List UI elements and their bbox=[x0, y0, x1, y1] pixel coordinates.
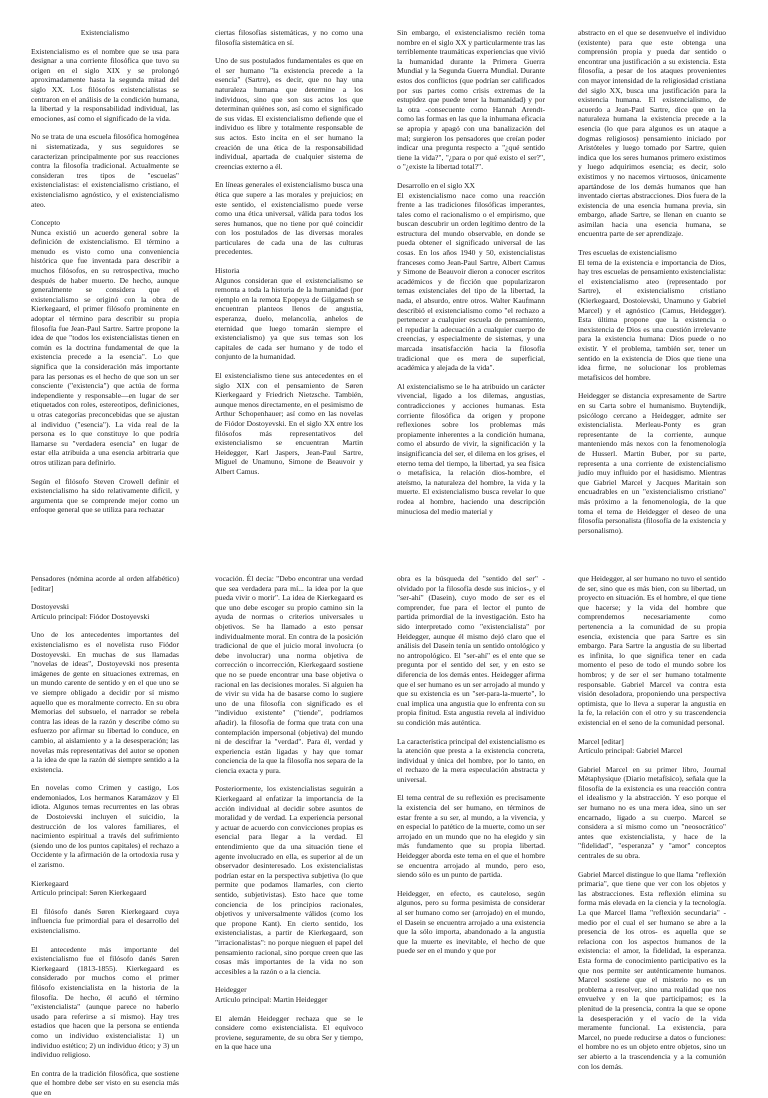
text-block bbox=[578, 248, 726, 382]
paragraph: Según el filósofo Steven Crowell definir el existencialismo ha sido relativamente difícil, y argumenta que se comprende mejor como un enfoque general que se utiliza para rechazar bbox=[31, 476, 179, 515]
section-heading: Desarrollo en el siglo XX bbox=[397, 180, 476, 190]
text-block bbox=[31, 47, 179, 124]
section-heading: Tres escuelas de existencialismo bbox=[578, 248, 677, 258]
paragraph: El antecedente más importante del existencialismo fue el filósofo danés Søren Kierkegaard (1813-1855). Kierkegaard es considerado por muchos como el primer filósofo existencialista en la historia de la filosofía. De hecho, él acuñó el término "existencialista" (aunque parece no haberlo usado para referirse a sí mismo). Hay tres estadios que hacen que la persona se entienda como un individuo existencialista: 1) un individuo estético; 2) un individuo ético; y 3) un individuo religioso. bbox=[31, 944, 179, 1060]
section-heading: Concepto bbox=[31, 218, 61, 228]
section-heading: Heidegger bbox=[215, 985, 247, 995]
text-block bbox=[397, 793, 545, 879]
paragraph: obra es la búsqueda del "sentido del ser" - olvidado por la filosofía desde sus inicios-, y el "ser-ahí" (Dasein), cuyo modo de ser es el comprender, fue para el lector el punto de partida primordial de la investigación. Esto ha sido interpretado como "existencialista" por Heidegger, aunque él mismo dejó claro que el análisis del Dasein tenía un sentido ontológico y no antropológico. El "ser-ahí" es el ente que se pregunta por el sentido del ser, y en esto se diferencia de los demás entes. Heidegger afirma que el ser humano es un ser arrojado al mundo y que su existencia es un "ser-para-la-muerte", lo cual implica una angustia que lo enfrenta con su propia finitud. Esta angustia revela al individuo su condición más auténtica. bbox=[397, 574, 545, 727]
text-block bbox=[31, 218, 179, 467]
text-block bbox=[397, 737, 545, 785]
column-2-top bbox=[215, 28, 363, 570]
paragraph: El existencialismo tiene sus antecedentes en el siglo XIX con el pensamiento de Søren Kierkegaard y Friedrich Nietzsche. También, aunque menos directamente, en el pesimismo de Arthur Schopenhauer; así como en las novelas de Fiódor Dostoyevski. En el siglo XX entre los filósofos más representativos del existencialismo se encuentran Martin Heidegger, Karl Jaspers, Jean-Paul Sartre, Miguel de Unamuno, Simone de Beauvoir y Albert Camus. bbox=[215, 371, 363, 476]
paragraph: El tema de la existencia e importancia de Dios, hay tres escuelas de pensamiento existencialista: el existencialismo ateo (representado por Sartre), el existencialismo cristiano (Kierkegaard, Dostoievski, Unamuno y Gabriel Marcel) y el agnóstico (Camus, Heidegger). Esta última propone que la existencia o inexistencia de Dios es una cuestión irrelevante para la existencia humana: Dios puede o no existir. Y el problema, también ser, tener un sentido en la existencia de Dios que tiene una idea firme, ne solucionar los problemas metafísicos del hombre. bbox=[578, 257, 726, 382]
text-block bbox=[31, 1069, 179, 1098]
paragraph: Nunca existió un acuerdo general sobre la definición de existencialismo. El término a menudo es visto como una conveniencia histórica que fue inventada para describir a muchos filósofos, en su retrospectiva, mucho después de haber muerto. De hecho, aunque generalmente se considera que el existencialismo se originó con la obra de Kierkegaard, el primer filósofo prominente en adoptar el término para describir su propia filosofía fue Jean-Paul Sartre. Sartre propone la idea de que "todos los existencialistas tienen en común es la doctrina fundamental de que la existencia precede a la esencia". Lo que significa que la consideración más importante para las personas es el hecho de que son un ser consciente ("existencia") que actúa de forma independiente y responsable—en lugar de ser etiquetados con roles, estereotipos, definiciones, u otras categorías preconcebidas que se ajustan al individuo ("esencia"). La vida real de la persona es lo que constituye lo que podría llamarse su "verdadera esencia" en lugar de estar ella atribuida a una esencia arbitraria que otros utilizan para definirlo. bbox=[31, 227, 179, 467]
paragraph: Al existencialismo se le ha atribuido un carácter vivencial, ligado a los dilemas, angustias, contradicciones y acciones humanas. Esta corriente filosófica da origen y propone reflexiones sobre los problemas más propiamente inherentes a la condición humana, como el absurdo de vivir, la significación y la insignificancia del ser, el dilema en los grises, el eterno tema del tiempo, la libertad, ya sea física o metafísica, la relación dios-hombre, el ateísmo, la naturaleza del hombre, la vida y la muerte. El existencialismo busca revelar lo que rodea al hombre, haciendo una descripción minuciosa del medio material y bbox=[397, 381, 545, 516]
column-4-top bbox=[578, 28, 726, 570]
paragraph: En líneas generales el existencialismo busca una ética que supere a las morales y prejuicios; en este sentido, el existencialismo puede verse como una ética universal, válida para todos los seres humanos, que no tiene por qué coincidir con los postulados de las diversas morales particulares de cada una de las culturas precedentes. bbox=[215, 180, 363, 257]
paragraph: No se trata de una escuela filosófica homogénea ni sistematizada, y sus seguidores se caracterizan principalmente por sus reacciones contra la filosofía tradicional. Actualmente se consideran tres tipos de "escuelas" existencialistas: el existencialismo cristiano, el existencialismo agnóstico, y el existencialismo ateo. bbox=[31, 132, 179, 209]
paragraph: Artículo principal: Martin Heidegger bbox=[215, 994, 328, 1004]
section-heading: Marcel [editar] bbox=[578, 736, 624, 746]
paragraph: ciertas filosofías sistemáticas, y no como una filosofía sistemática en sí. bbox=[215, 28, 363, 47]
paragraph: Posteriormente, los existencialistas seguirán a Kierkegaard al enfatizar la importancia de la acción individual al decidir sobre asuntos de moralidad y de verdad. La experiencia personal y actuar de acuerdo con convicciones propias es esencial para llegar a la verdad. El entendimiento que da una situación tiene el agente involucrado en ella, es superior al de un observador desinteresado. Los existencialistas podrían estar en la perspectiva subjetiva (lo que permite que podamos llamarles, con cierto sentido, subjetivistas). Esto hace que tome conciencia de los principios racionales, objetivos y universalmente válidos (como los que propone Kant). En cierto sentido, los existencialistas, a partir de Kierkegaard, son "irracionalistas": no porque nieguen el papel del pensamiento racional, sino porque creen que las cosas más importantes de la vida no son accesibles a la razón o a la ciencia. bbox=[215, 784, 363, 976]
text-block bbox=[31, 783, 179, 869]
column-3-top bbox=[397, 28, 545, 570]
text-block bbox=[397, 574, 545, 728]
text-block bbox=[31, 879, 179, 898]
text-block bbox=[31, 477, 179, 515]
column-3-bottom bbox=[397, 574, 545, 1022]
text-block bbox=[215, 1014, 363, 1052]
text-block bbox=[397, 382, 545, 516]
section-heading: Existencialismo bbox=[80, 28, 130, 37]
text-block bbox=[578, 28, 726, 239]
section-heading: Dostoyevski bbox=[31, 602, 69, 612]
paragraph: vocación. Él decía: "Debo encontrar una verdad que sea verdadera para mí... la idea por la que pueda vivir o morir". La idea de Kierkegaard es que uno debe escoger su propio camino sin la ayuda de normas o criterios universales u objetivos. Se ha llamado a esto pensar individualmente moral. En contra de la posición tradicional de que el juicio moral involucra (o debe involucrar) una norma objetiva de corrección o incorrección, Kierkegaard sostiene que no se puede encontrar una base objetiva o racional en las decisiones morales. Si alguien ha de vivir su vida ha de basarse como lo sugiere uno de una filosofía con significado es el "individuo existente" ("tiende", podríamos añadir). la filosofía de forma que trata con una contemplación impersonal (objetiva) del mundo ni de descifrar la "verdad". Para él, verdad y experiencia están ligadas y hay que tomar conciencia de la que la filosofía nos separa de la ciencia exacta y pura. bbox=[215, 574, 363, 775]
text-block bbox=[578, 765, 726, 861]
text-block bbox=[215, 266, 363, 362]
section-heading: Historia bbox=[215, 266, 240, 276]
paragraph: Gabriel Marcel en su primer libro, Journal Métaphysique (Diario metafísico), señala que la filosofía de la existencia es una reacción contra el idealismo y la abstracción. Y eso porque el ser humano no es una mera idea, sino un ser encarnado, ligado a su cuerpo. Marcel se considera a sí mismo como un "neosocrático" antes que existencialista, y hace de la "fidelidad", "esperanza" y "amor" conceptos centrales de su obra. bbox=[578, 764, 726, 861]
paragraph: En contra de la tradición filosófica, que sostiene que el hombre debe ser visto en su esencia más que en bbox=[31, 1068, 179, 1097]
text-block bbox=[31, 907, 179, 936]
paragraph: En novelas como Crimen y castigo, Los endemoniados, Los hermanos Karamázov y El idiota. Algunos temas recurrentes en las obras de Dostoievski incluyen el suicidio, la destrucción de los valores familiares, el nacimiento espiritual a través del sufrimiento (siendo uno de los puntos capitales) el rechazo a Occidente y la afirmación de la ortodoxia rusa y el zarismo. bbox=[31, 783, 179, 870]
column-4-bottom bbox=[578, 574, 726, 1071]
text-block bbox=[31, 28, 179, 38]
text-block bbox=[397, 28, 545, 172]
paragraph: Gabriel Marcel distingue lo que llama "reflexión primaria", que tiene que ver con los objetos y las abstracciones. Esta reflexión elimina su forma más elevada en la ciencia y la tecnología. La que Marcel llama "reflexión secundaria" -medio por el cual el ser humano se abre a la presencia de los otros- es aquella que se relaciona con los aspectos humanos de la existencia: el amor, la fidelidad, la esperanza. Esta forma de conocimiento participativo es la que nos permite ser auténticamente humanos. Marcel sostiene que el misterio no es un problema a resolver, sino una realidad que nos envuelve y en la que participamos; es la plenitud de la presencia, contra la que se opone la desesperación y el vacío de la vida meramente funcional. La existencia, para Marcel, no puede reducirse a datos o funciones: el hombre no es un objeto entre objetos, sino un ser abierto a la trascendencia y a la comunión con los demás. bbox=[578, 869, 726, 1071]
text-block bbox=[215, 985, 363, 1004]
text-block bbox=[31, 602, 179, 621]
text-block bbox=[578, 870, 726, 1071]
text-block bbox=[31, 945, 179, 1060]
paragraph: El alemán Heidegger rechaza que se le considere como existencialista. El equívoco proviene, seguramente, de su obra Ser y tiempo, en la que hace una bbox=[215, 1013, 363, 1052]
text-block bbox=[578, 574, 726, 728]
paragraph: Sin embargo, el existencialismo recién toma nombre en el siglo XX y particularmente tras las terriblemente traumáticas experiencias que vivió la humanidad durante la Primera Guerra Mundial y la Segunda Guerra Mundial. Durante estos dos conflictos (que podrían ser calificados por sus partes como crisis extremas de la estupidez que puede tener la humanidad) y por la otra -consecuente como Hannah Arendt- como las formas en las que la inhumana eficacia se apropia y apagó con una banalización del mal; surgieron los pensadores que creían poder indicar una pregunta respecto a "¿qué sentido tiene la vida?", "¿para o por qué existo el ser?", o "¿existe la libertad total?". bbox=[397, 28, 545, 172]
text-block bbox=[578, 391, 726, 535]
paragraph: abstracto en el que se desenvuelve el individuo (existente) para que este obtenga una comprensión propia y pueda dar sentido o encontrar una justificación a su existencia. Esta filosofía, a pesar de los ataques provenientes con mayor intensidad de la religiosidad cristiana del siglo XX, busca una justificación para la existencia humana. El existencialismo, de acuerdo a Jean-Paul Sartre, dice que en la naturaleza humana la existencia precede a la esencia (lo que para algunos es un ataque a dogmas religiosos) pensamiento iniciado por Aristóteles y luego tomado por Sartre, quien indica que los seres humanos primero existimos y luego adquirimos esencia; es decir, solo existimos y no nacemos virtuosos, únicamente apartándose de los demás humanos que han inventado ciertas abstracciones. Dios fuera de la existencia de una esencia humana previa, sin embargo, añade Sartre, se llenan en cuanto se asimilan hacia una esencia humana, se encuentra parte de ser aprendizaje. bbox=[578, 28, 726, 239]
paragraph: Artículo principal: Søren Kierkegaard bbox=[31, 888, 147, 898]
text-block bbox=[31, 574, 179, 593]
paragraph: El filósofo danés Søren Kierkegaard cuya influencia fue primordial para el desarrollo del existencialismo. bbox=[31, 906, 179, 935]
column-1-bottom bbox=[31, 574, 179, 1097]
text-block bbox=[31, 630, 179, 774]
paragraph: El existencialismo nace como una reacción frente a las tradiciones filosóficas imperantes, tales como el racionalismo o el empirismo, que buscan descubrir un orden legítimo dentro de la estructura del mundo observable, en donde se pueda obtener el significado universal de las cosas. En los años 1940 y 50, existencialistas franceses como Jean-Paul Sartre, Albert Camus y Simone de Beauvoir dieron a conocer escritos académicos y de ficción que popularizaron temas existenciales del tipo de la libertad, la nada, el absurdo, entre otros. Walter Kaufmann describió el existencialismo como "el rechazo a pertenecer a cualquier escuela de pensamiento, el repudiar la adecuación a cualquier cuerpo de creencias, y especialmente de sistemas, y una marcada insatisfacción hacia la filosofía tradicional que es mera de superficial, académica y alejada de la vida". bbox=[397, 190, 545, 373]
paragraph: Uno de sus postulados fundamentales es que en el ser humano "la existencia precede a la esencia" (Sartre), es decir, que no hay una naturaleza humana que determine a los individuos, sino que son sus actos los que determinan quiénes son, así como el significado de sus vidas. El existencialismo defiende que el individuo es libre y totalmente responsable de sus actos. Esto incita en el ser humano la creación de una ética de la responsabilidad individual, apartada de cualquier sistema de creencias externo a él. bbox=[215, 56, 363, 171]
paragraph: Existencialismo es el nombre que se usa para designar a una corriente filosófica que tuvo su origen en el siglo XIX y se prolongó aproximadamente hasta la segunda mitad del siglo XX. Los filósofos existencialistas se centraron en el análisis de la condición humana, la libertad y la responsabilidad individual, las emociones, así como el significado de la vida. bbox=[31, 46, 179, 123]
paragraph: que Heidegger, al ser humano no tuvo el sentido de ser, sino que es más bien, con su libertad, un proyecto en situación. Es el hombre, el que tiene que hacerse; y la vida del hombre que comprendemos necesariamente como pertenencia a la comunidad de su propia esencia, existencia que para Sartre es sin embargo. Para Sartre la angustia de su libertad es infinita, lo que significa tener en cada momento el peso de todo el mundo sobre los hombros; y de ser el ser humano totalmente responsable. Gabriel Marcel va contra esta visión desoladora, proponiendo una perspectiva optimista, que lo lleva a superar la angustia en la fe, la relación con el otro y su trascendencia existencial en el seno de la comunidad personal. bbox=[578, 574, 726, 727]
text-block bbox=[215, 56, 363, 171]
paragraph: Algunos consideran que el existencialismo se remonta a toda la historia de la humanidad (por ejemplo en la remota Epopeya de Gilgamesh se encuentran planteos llenos de angustia, esperanza, duelo, melancolía, anhelos de eternidad que luego tomarán siempre el existencialismo) ya que sus temas son los capitales de cada ser humano y de todo el conjunto de la humanidad. bbox=[215, 275, 363, 362]
section-heading: Kierkegaard bbox=[31, 878, 69, 888]
paragraph: Uno de los antecedentes importantes del existencialismo es el novelista ruso Fiódor Dostoyevski. En muchas de sus llamadas "novelas de ideas", Dostoyevski nos presenta imágenes de gente en situaciones extremas, en un mundo carente de sentido y en el que uno se ve siempre obligado a decidir por sí mismo aquello que es moralmente correcto. En su obra Memorias del subsuelo, el narrador se rebela contra las ideas de la razón y describe cómo su esfuerzo por afirmar su libertad lo conduce, en cambio, al aislamiento y a la desesperación; las novelas más representativas del autor se oponen a la idea de que la razón dé siempre sentido a la existencia. bbox=[31, 630, 179, 774]
column-2-bottom bbox=[215, 574, 363, 1052]
paragraph: Heidegger, en efecto, es cauteloso, según algunos, pero su forma pesimista de considerar al ser humano como ser (arrojado) en el mundo, el Dasein se encuentra arrojado a una existencia que la sólo importa, abandonado a la angustia que la muerte es inevitable, el hecho de que puede ser en el mundo y que por bbox=[397, 888, 545, 956]
section-heading: Pensadores (nómina acorde al orden alfabético) [editar] bbox=[31, 574, 179, 593]
text-block bbox=[215, 574, 363, 775]
text-block bbox=[215, 784, 363, 976]
column-1-top bbox=[31, 28, 179, 570]
paragraph: La característica principal del existencialismo es la atención que presta a la existencia concreta, individual y única del hombre, por lo tanto, en el rechazo de la mera especulación abstracta y universal. bbox=[397, 736, 545, 784]
paragraph: Artículo principal: Gabriel Marcel bbox=[578, 746, 683, 756]
paragraph: Heidegger se distancia expresamente de Sartre en su Carta sobre el humanismo. Buytendijk, psicólogo cercano a Heidegger, admite ser existencialista. Merleau-Ponty es gran representante de la corriente, aunque manteniendo más nexos con la fenomenología de Husserl. Martin Buber, por su parte, representa a una corriente de existencialismo judío muy influido por el hasidismo. Mientras que Gabriel Marcel y Jacques Maritain son encuadrables en un "existencialismo cristiano" más próximo a la fenomenología, de la que toma el tema de Heidegger el deseo de una filosofía personalista (filosofía de la existencia y personalismo). bbox=[578, 391, 726, 535]
paragraph: Artículo principal: Fiódor Dostoyevski bbox=[31, 611, 150, 621]
text-block bbox=[215, 371, 363, 477]
text-block bbox=[397, 181, 545, 373]
paragraph: El tema central de su reflexión es precisamente la existencia del ser humano, en términos de estar frente a su ser, al mundo, a la vivencia, y en especial lo patético de la muerte, como un ser arrojado en un mundo que no ha elegido y sin más fundamento que su propia libertad. Heidegger aborda este tema en el que el hombre se encuentra arrojado al mundo, pero eso, siendo sólo es un punto de partida. bbox=[397, 793, 545, 880]
text-block bbox=[578, 737, 726, 756]
text-block bbox=[31, 132, 179, 209]
text-block bbox=[215, 180, 363, 257]
text-block bbox=[215, 28, 363, 47]
text-block bbox=[397, 889, 545, 956]
